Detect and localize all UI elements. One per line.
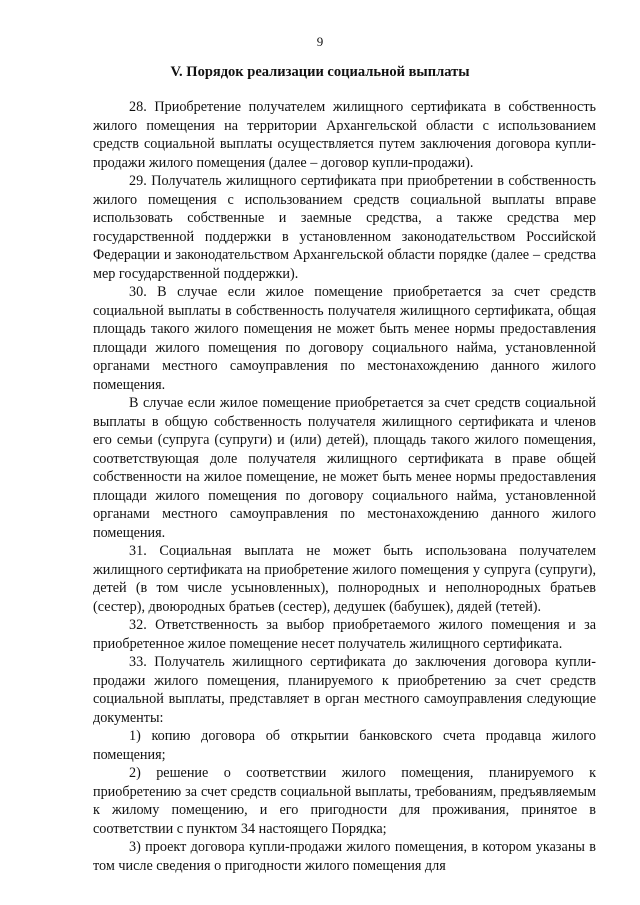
paragraph-31: 31. Социальная выплата не может быть использована получателем жилищного сертификата на приобретение жилого помещения у супруга (супруги), детей (в том числе усыновленных), полнородных и неполнородных братьев (сестер), двоюродных братьев (сестер), дедушек (бабушек), дядей (тетей). [93, 543, 596, 615]
list-item-3: 3) проект договора купли-продажи жилого помещения, в котором указаны в том числе сведения о пригодности жилого помещения для [93, 839, 596, 874]
list-item-1: 1) копию договора об открытии банковского счета продавца жилого помещения; [93, 728, 596, 763]
paragraph-28: 28. Приобретение получателем жилищного сертификата в собственность жилого помещения на территории Архангельской области с использованием средств социальной выплаты осуществляется путем заключения договора купли-продажи жилого помещения (далее – договор купли-продажи). [93, 99, 596, 171]
section-heading: V. Порядок реализации социальной выплаты [170, 64, 470, 80]
list-item-2: 2) решение о соответствии жилого помещения, планируемого к приобретению за счет средств социальной выплаты, требованиям, предъявляемым к жилому помещению, и его пригодности для проживания, принятое в соответствии с пунктом 34 настоящего Порядка; [93, 765, 596, 837]
document-body [93, 98, 596, 875]
paragraph-32: 32. Ответственность за выбор приобретаемого жилого помещения и за приобретенное жилое помещение несет получатель жилищного сертификата. [93, 617, 596, 652]
paragraph-33: 33. Получатель жилищного сертификата до заключения договора купли-продажи жилого помещения, планируемого к приобретению за счет средств социальной выплаты, представляет в орган местного самоуправления следующие документы: [93, 654, 596, 726]
page-number: 9 [316, 34, 324, 49]
paragraph-30: 30. В случае если жилое помещение приобретается за счет средств социальной выплаты в собственность получателя жилищного сертификата, общая площадь такого жилого помещения не может быть менее нормы предоставления площади жилого помещения по договору социального найма, установленной органами местного самоуправления по местонахождению данного жилого помещения. [93, 284, 596, 393]
paragraph-30-continuation: В случае если жилое помещение приобретается за счет средств социальной выплаты в общую собственность получателя жилищного сертификата и членов его семьи (супруга (супруги) и (или) детей), площадь такого жилого помещения, соответствующая доле получателя жилищного сертификата в праве общей собственности на жилое помещение, не может быть менее нормы предоставления площади жилого помещения по договору социального найма, установленной органами местного самоуправления по местонахождению данного жилого помещения. [93, 395, 596, 541]
paragraph-29: 29. Получатель жилищного сертификата при приобретении в собственность жилого помещения с использованием средств социальной выплаты вправе использовать собственные и заемные средства, а также средства мер государственной поддержки в установленном законодательством Российской Федерации и законодательством Архангельской области порядке (далее – средства мер государственной поддержки). [93, 173, 596, 282]
